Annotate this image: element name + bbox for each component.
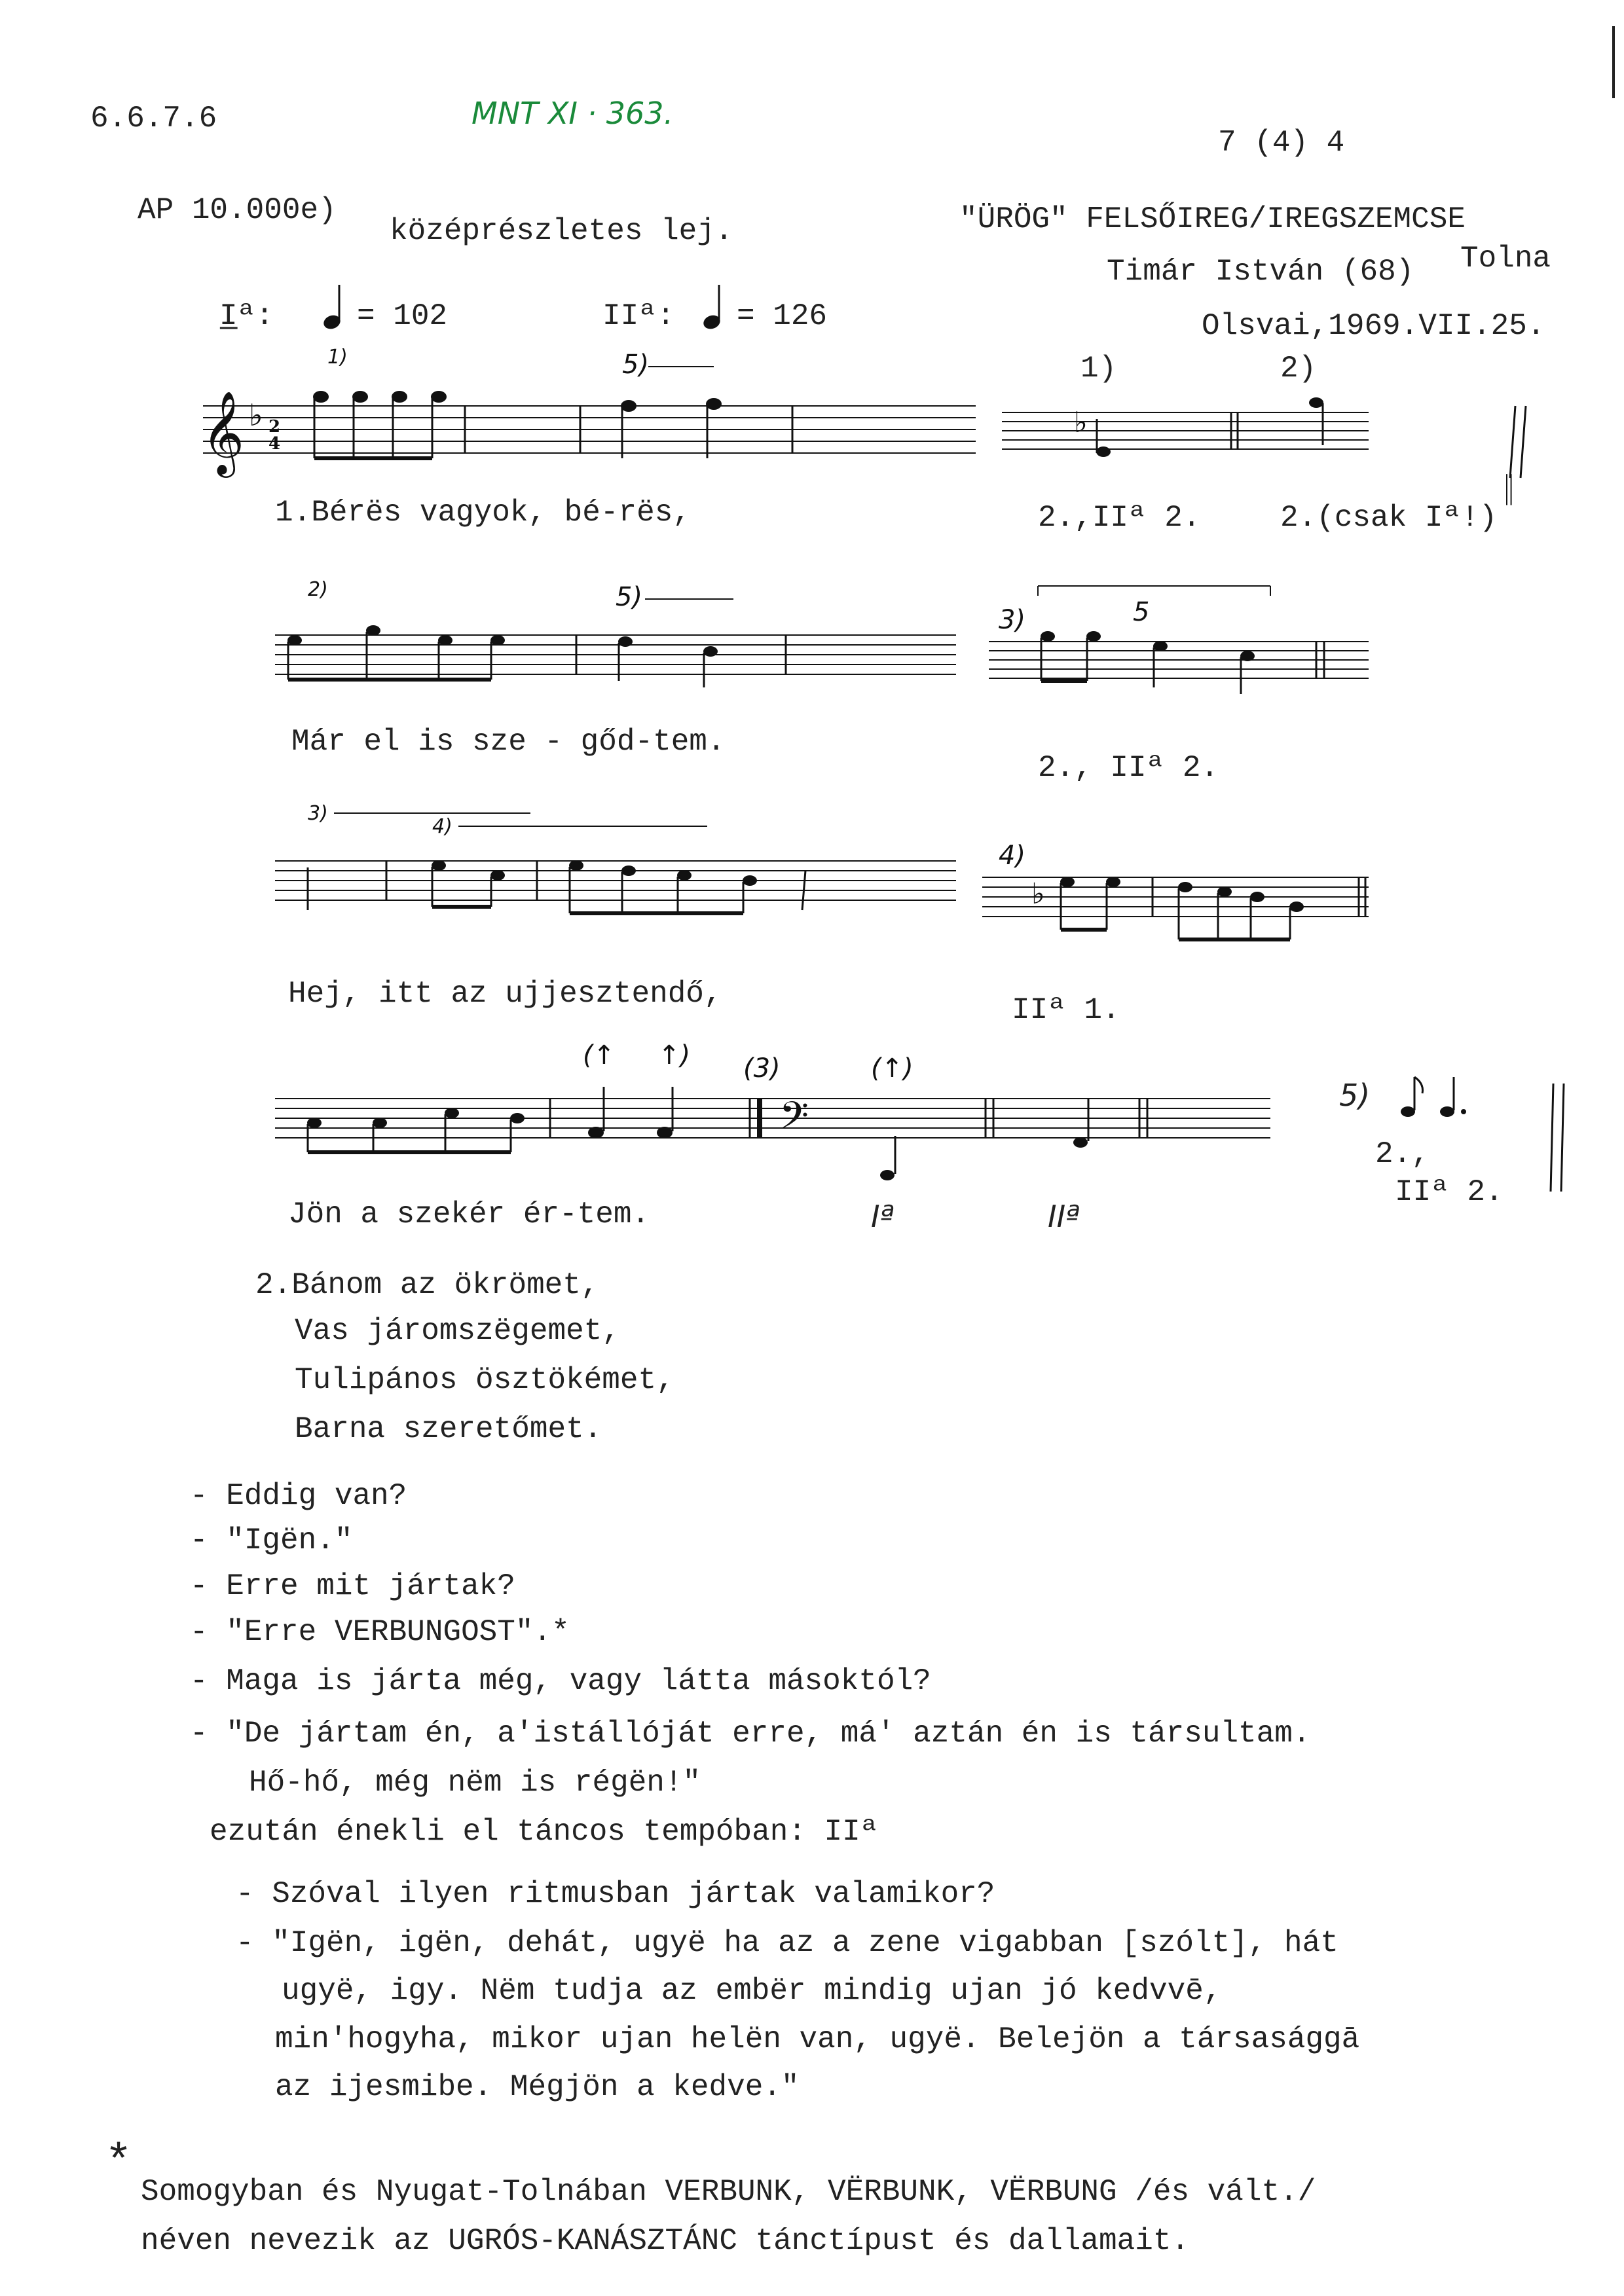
tempo-2-value: = 126 <box>737 299 828 333</box>
music-staff-3 <box>275 802 969 956</box>
staff-2-lyric: Már el is sze - gőd-tem. <box>291 725 726 759</box>
staff-4-lyric: Jön a szekér ér-tem. <box>288 1197 650 1231</box>
section-end-mark-2 <box>1545 1080 1572 1198</box>
svg-text:♭: ♭ <box>1031 877 1045 911</box>
annotation-mark-2: 2) <box>308 578 328 601</box>
staff-1-lyric: 1.Bérës vagyok, bé-rës, <box>275 496 691 530</box>
staff-3-lyric: Hej, itt az ujjesztendő, <box>288 977 722 1011</box>
verse-2-line-2: Vas járomszëgemet, <box>295 1314 620 1348</box>
variant-staff-3 <box>982 831 1375 989</box>
annotation-mark-5c: 5 <box>1133 597 1150 627</box>
footnote-star: * <box>105 2138 133 2189</box>
variant-5-caption-line2: IIª 2. <box>1395 1175 1504 1209</box>
music-staff-2 <box>275 576 969 733</box>
verse-2-line-3: Tulipános ösztökémet, <box>295 1363 674 1397</box>
section-end-mark <box>1506 399 1532 484</box>
variant-1-caption: 2.,IIª 2. <box>1038 501 1201 535</box>
variant-2-caption: 2.(csak Iª!) <box>1280 501 1498 535</box>
dialogue-line-13: az ijesmibe. Mégjön a kedve." <box>275 2070 800 2104</box>
annotation-mark-3: 3) <box>308 802 328 825</box>
footnote-line-1: Somogyban és Nyugat-Tolnában VERBUNK, VËRBUNK, VËRBUNG /és vált./ <box>141 2175 1316 2209</box>
variant-3-caption: 2., IIª 2. <box>1038 751 1219 785</box>
dialogue-line-9: - Szóval ilyen ritmusban jártak valamikor? <box>236 1877 995 1911</box>
annotation-mark-1: 1) <box>327 346 348 369</box>
svg-text:𝄁: 𝄁 <box>1506 468 1512 514</box>
variant-staff-1 <box>1002 347 1512 517</box>
staff-4-mark-II: IIª <box>1048 1199 1080 1234</box>
catalog-number: 6.6.7.6 <box>90 101 217 136</box>
svg-text:4: 4 <box>268 434 281 454</box>
bass-clef-icon: 𝄢 <box>779 1093 809 1147</box>
variant-staff-2 <box>989 576 1369 720</box>
transcription-type: középrészletes lej. <box>390 214 733 248</box>
half-note-icon <box>701 282 727 334</box>
svg-text:♭: ♭ <box>249 397 263 433</box>
dialogue-line-11: ugyë, igy. Nëm tudja az embër mindig ujan jó kedvvē, <box>282 1974 1222 2008</box>
variant-5-rhythm-icon <box>1395 1067 1473 1126</box>
dialogue-line-5: - Maga is járta még, vagy látta másoktól? <box>190 1664 931 1698</box>
page-marks: 7 (4) 4 <box>1218 126 1345 160</box>
annotation-mark-5: 5) <box>622 350 650 380</box>
variant-1-label: 1) <box>1080 352 1117 386</box>
annotation-paren-up-2: ↑) <box>658 1040 691 1070</box>
dialogue-line-2: - "Igën." <box>190 1523 353 1558</box>
tempo-1-value: = 102 <box>357 299 448 333</box>
verse-2-line-1: 2.Bánom az ökrömet, <box>255 1268 599 1302</box>
annotation-mark-5b: 5) <box>616 582 643 612</box>
dialogue-line-8: ezután énekli el táncos tempóban: IIª <box>210 1815 879 1849</box>
verse-2-line-4: Barna szeretőmet. <box>295 1412 602 1446</box>
dialogue-line-1: - Eddig van? <box>190 1479 407 1513</box>
svg-text:♭: ♭ <box>1074 406 1088 439</box>
tempo-2-label: IIª: <box>602 299 675 333</box>
annotation-paren-up-3: (↑) <box>871 1053 913 1084</box>
dialogue-line-6: - "De jártam én, a'istállóját erre, má' aztán én is társultam. <box>190 1717 1311 1751</box>
title-place: "ÜRÖG" FELSŐIREG/IREGSZEMCSE <box>959 202 1466 236</box>
archive-reference: MNT XI · 363. <box>471 96 674 131</box>
treble-clef-icon: 𝄞 <box>202 390 245 474</box>
variant-5-label: 5) <box>1339 1078 1371 1113</box>
tempo-1-label: I̲ª: <box>219 299 274 333</box>
variant-5-caption-line1: 2., <box>1375 1137 1430 1171</box>
footnote-line-2: néven nevezik az UGRÓS-KANÁSZTÁNC tánctípust és dallamait. <box>141 2224 1190 2258</box>
variant-3-label: 3) <box>999 605 1026 635</box>
page-edge-mark <box>1612 26 1615 98</box>
annotation-paren-3: (3) <box>743 1053 781 1084</box>
music-staff-1 <box>190 347 976 517</box>
svg-text:2: 2 <box>268 417 281 437</box>
annotation-paren-up-1: (↑ <box>583 1040 616 1070</box>
variant-4-label: 4) <box>999 841 1026 871</box>
singer: Timár István (68) <box>1107 255 1414 289</box>
music-staff-4 <box>275 1040 1297 1198</box>
dialogue-line-7: Hő-hő, még nëm is régën!" <box>249 1766 701 1800</box>
dialogue-line-4: - "Erre VERBUNGOST".* <box>190 1615 570 1649</box>
staff-4-mark-I: Iª <box>871 1199 895 1234</box>
annotation-mark-4: 4) <box>432 815 452 838</box>
variant-2-label: 2) <box>1280 352 1317 386</box>
ap-number: AP 10.000e) <box>138 193 337 227</box>
dialogue-line-3: - Erre mit jártak? <box>190 1569 515 1603</box>
dialogue-line-12: min'hogyha, mikor ujan helën van, ugyë. Belejön a társasággā <box>275 2022 1360 2056</box>
collector-date: Olsvai,1969.VII.25. <box>1202 309 1545 343</box>
dialogue-line-10: - "Igën, igën, dehát, ugyë ha az a zene vigabban [szólt], hát <box>236 1926 1338 1960</box>
county: Tolna <box>1460 242 1551 276</box>
variant-4-caption: IIª 1. <box>1012 993 1120 1027</box>
quarter-note-icon <box>321 282 347 334</box>
